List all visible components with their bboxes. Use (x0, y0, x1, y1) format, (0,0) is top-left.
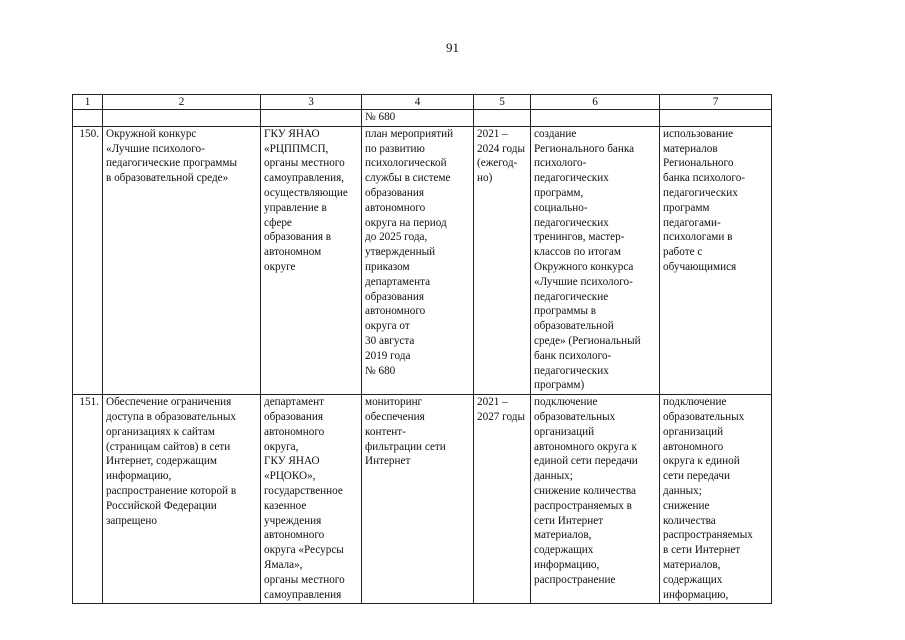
cell-continuation (660, 110, 772, 127)
column-number: 4 (362, 95, 474, 110)
plan-table (72, 94, 772, 604)
column-number: 6 (531, 95, 660, 110)
cell-document: план мероприятий по развитию психологической службы в системе образования автономного округа на период до 2025 года, утвержденный приказом департамента образования автономного округа от 30 августа 2019 года № 680 (362, 126, 474, 394)
column-number: 1 (73, 95, 103, 110)
column-number: 3 (261, 95, 362, 110)
cell-continuation (103, 110, 261, 127)
cell-period: 2021 – 2027 годы (474, 395, 531, 604)
cell-document: мониторинг обеспечения контент- фильтрации сети Интернет (362, 395, 474, 604)
cell-result: подключение образовательных организаций автономного округа к единой сети передачи данных; снижение количества распространяемых в сети Интернет материалов, содержащих информацию, распространение (531, 395, 660, 604)
row-number: 151. (73, 395, 103, 604)
cell-continuation (261, 110, 362, 127)
column-number: 5 (474, 95, 531, 110)
cell-continuation (474, 110, 531, 127)
cell-executor: департамент образования автономного округа, ГКУ ЯНАО «РЦОКО», государственное казенное учреждения автономного округа «Ресурсы Ямала», органы местного самоуправления (261, 395, 362, 604)
cell-period: 2021 – 2024 годы (ежегод- но) (474, 126, 531, 394)
column-number: 7 (660, 95, 772, 110)
continuation-row (73, 110, 772, 127)
column-number-row (73, 95, 772, 110)
table-row (73, 395, 772, 604)
cell-effect: использование материалов Регионального банка психолого- педагогических программ педагогами- психологами в работе с обучающимися (660, 126, 772, 394)
cell-event: Обеспечение ограничения доступа в образовательных организациях к сайтам (страницам сайтов) в сети Интернет, содержащим информацию, распространение которой в Российской Федерации запрещено (103, 395, 261, 604)
column-number: 2 (103, 95, 261, 110)
cell-continuation (531, 110, 660, 127)
cell-effect: подключение образовательных организаций автономного округа к единой сети передачи данных; снижение количества распространяемых в сети Интернет материалов, содержащих информацию, (660, 395, 772, 604)
page-number: 91 (446, 40, 459, 55)
cell-executor: ГКУ ЯНАО «РЦППМСП, органы местного самоуправления, осуществляющие управление в сфере образования в автономном округе (261, 126, 362, 394)
table-row (73, 126, 772, 394)
cell-result: создание Регионального банка психолого- педагогических программ, социально- педагогических тренингов, мастер- классов по итогам Окружного конкурса «Лучшие психолого- педагогические программы в образовательной среде» (Региональный банк психолого- педагогических программ) (531, 126, 660, 394)
cell-continuation: № 680 (362, 110, 474, 127)
cell-continuation (73, 110, 103, 127)
cell-event: Окружной конкурс «Лучшие психолого- педагогические программы в образовательной среде» (103, 126, 261, 394)
row-number: 150. (73, 126, 103, 394)
